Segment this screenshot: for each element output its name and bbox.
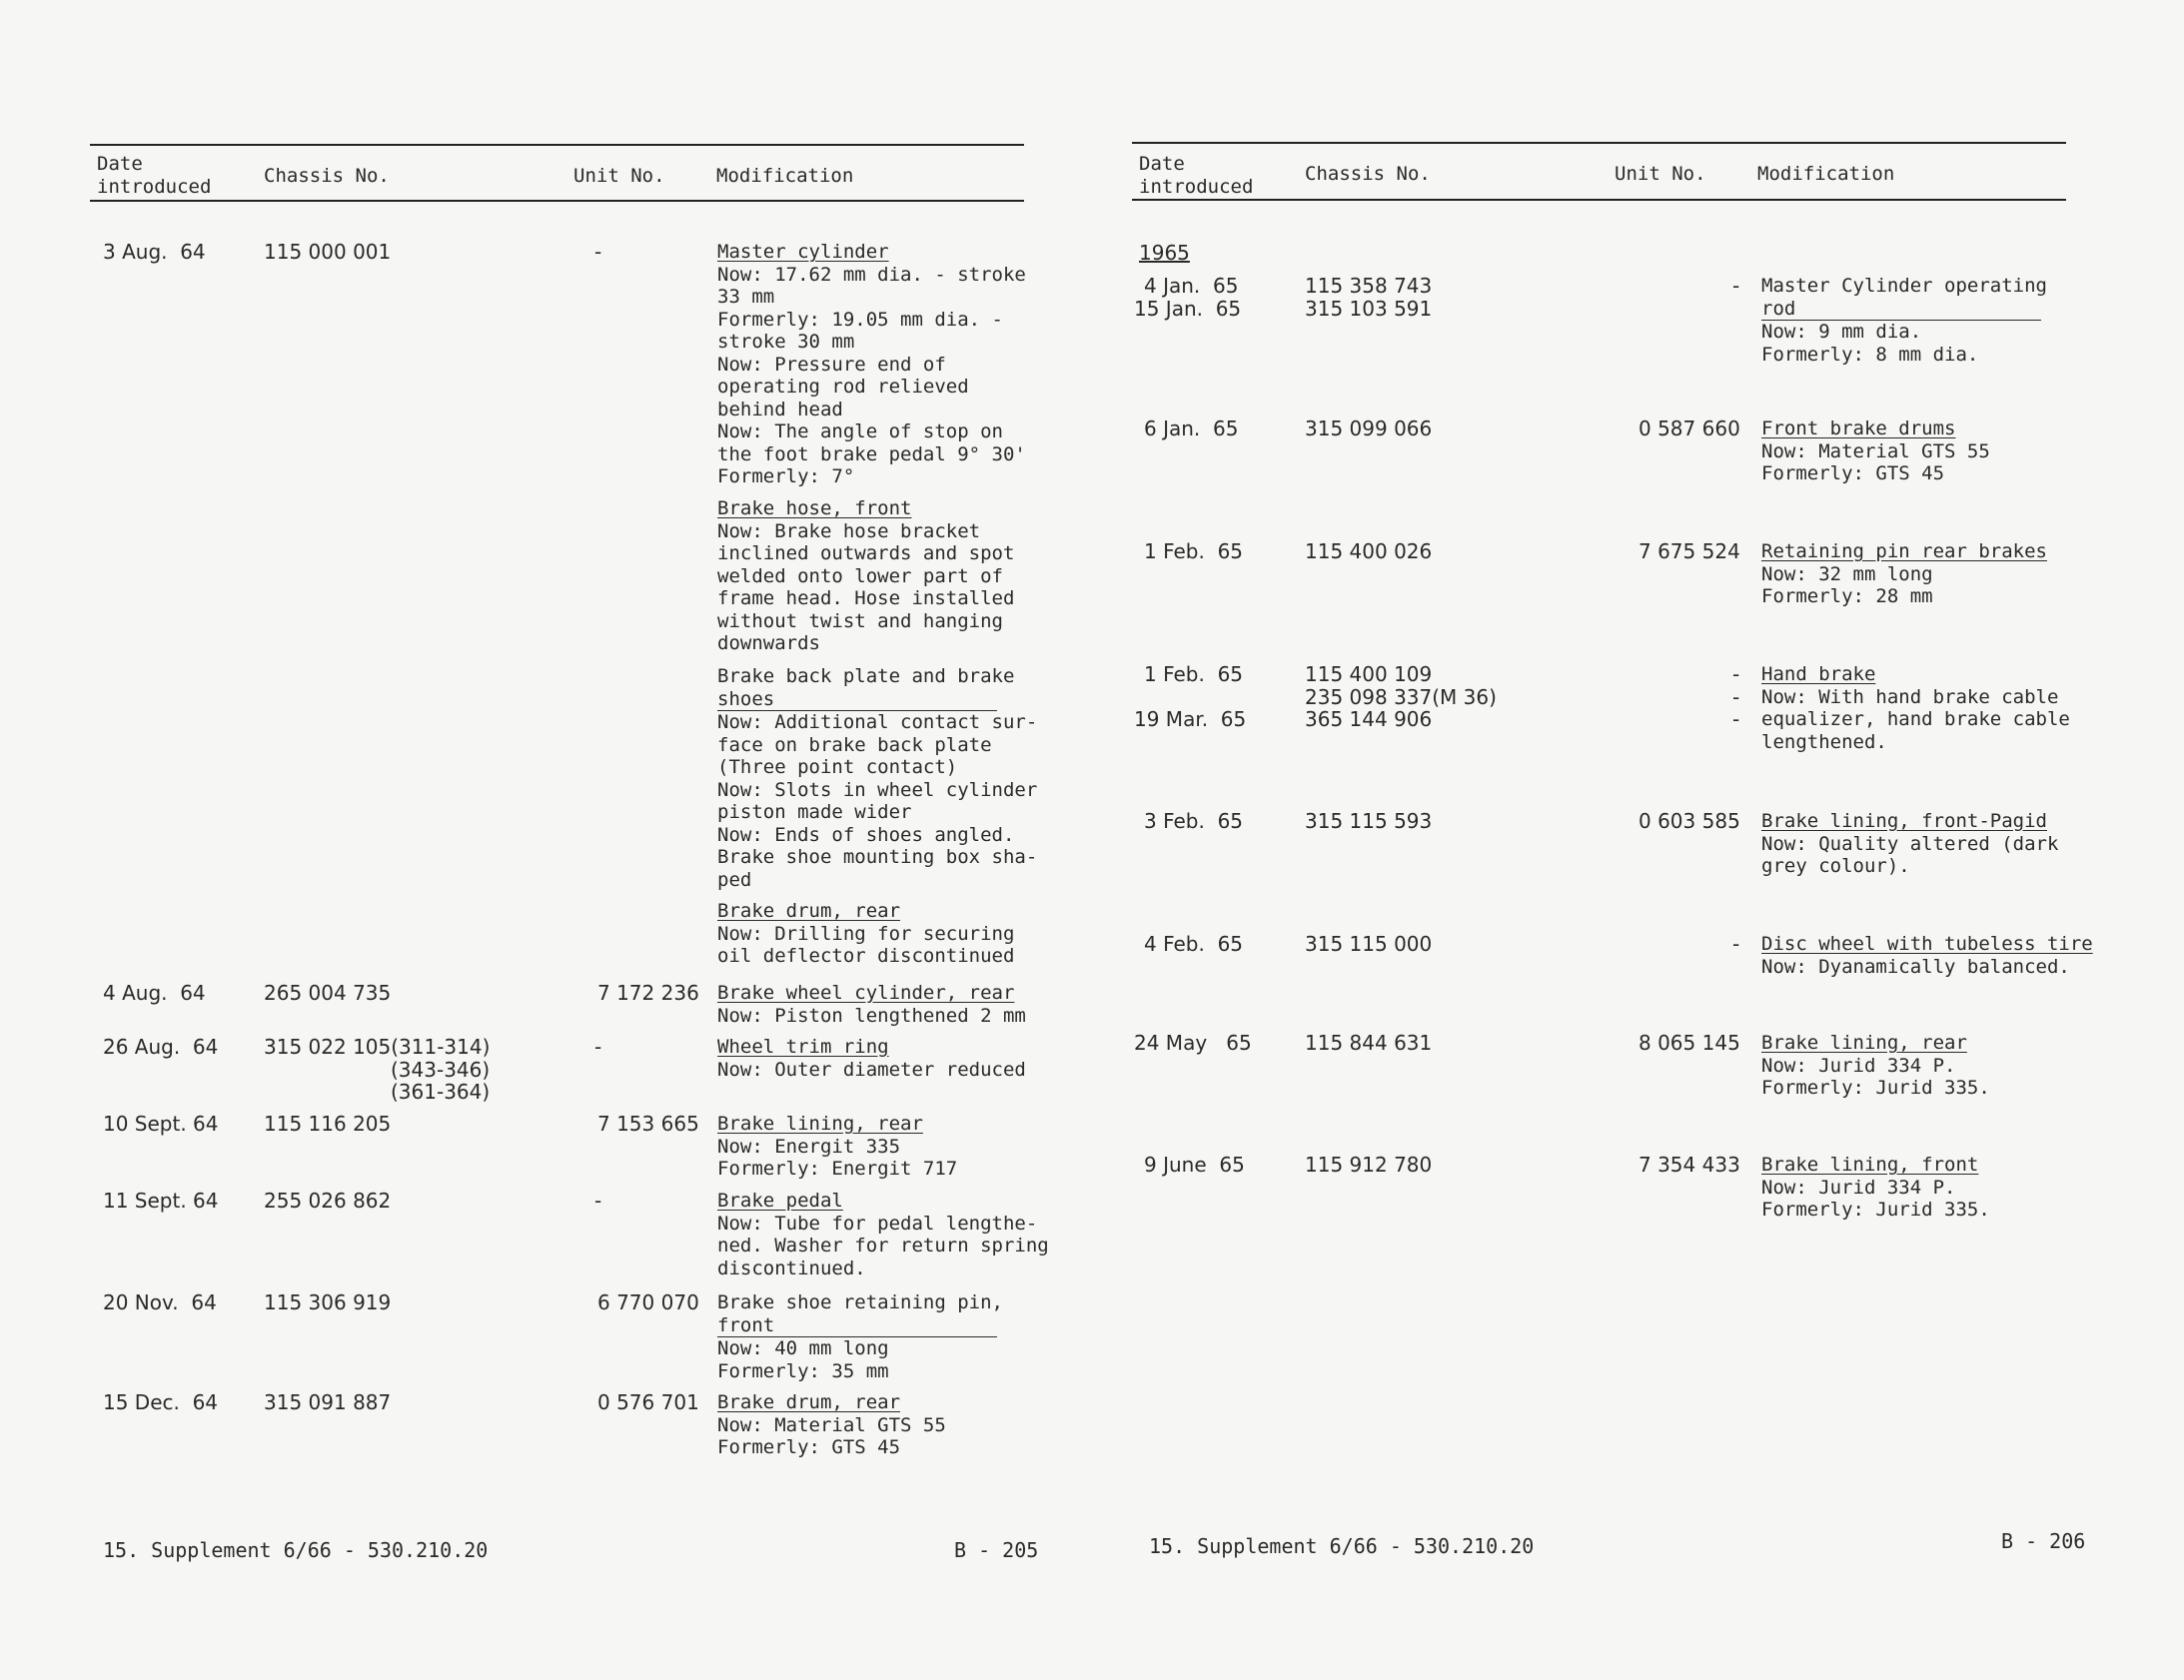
- modification-detail: Now: Quality altered (dark: [1761, 832, 2059, 855]
- modification-detail: Now: Outer diameter reduced: [717, 1058, 1026, 1081]
- chassis-cell: [264, 1113, 391, 1136]
- modification-detail: Now: Material GTS 55: [1761, 439, 1990, 462]
- unit-cell: 7 172 236: [597, 981, 699, 1005]
- modification-detail: Now: Jurid 334 P.: [1761, 1176, 1956, 1199]
- modification-detail: grey colour).: [1761, 855, 1910, 877]
- chassis-cell: [264, 1190, 391, 1213]
- date-line: 19 Mar. 65: [1134, 707, 1247, 731]
- unit-number: 0 587 660: [1638, 417, 1740, 440]
- modification-detail: face on brake back plate: [717, 733, 992, 756]
- modification-detail: (Three point contact): [717, 756, 958, 778]
- unit-cell: -: [594, 1189, 602, 1213]
- date-line: 3 Feb. 65: [1144, 809, 1244, 833]
- modification-title: Brake drum, rear: [717, 1391, 901, 1413]
- modification-title: Brake lining, rear: [1761, 1032, 1967, 1054]
- modification-entry: [1761, 933, 2093, 978]
- modification-entry: [1761, 810, 2058, 878]
- modification-entry: [717, 241, 1026, 488]
- unit-cell: [1638, 810, 1740, 833]
- date-cell: [1134, 663, 1246, 731]
- chassis-number: 115 000 001: [264, 240, 392, 264]
- modification-detail: 33 mm: [717, 286, 775, 308]
- year-heading: 1965: [1139, 241, 1190, 265]
- modification-detail: Formerly: 35 mm: [717, 1359, 889, 1382]
- modification-detail: Brake shoe mounting box sha-: [717, 846, 1038, 868]
- header-bottom-rule: [90, 200, 1024, 202]
- chassis-number: 315 099 066: [1305, 417, 1433, 440]
- modification-detail: downwards: [717, 632, 820, 654]
- date-cell: [1134, 275, 1241, 320]
- modification-detail: Now: Piston lengthened 2 mm: [717, 1004, 1026, 1027]
- chassis-number: 235 098 337(M 36): [1305, 684, 1497, 709]
- modification-detail: discontinued.: [717, 1257, 866, 1279]
- modification-title: Wheel trim ring: [717, 1036, 889, 1058]
- modification-entry: [717, 1190, 1049, 1279]
- modification-detail: Now: With hand brake cable: [1761, 685, 2059, 708]
- chassis-number: (343-346): [391, 1057, 491, 1082]
- date-line: 15 Jan. 65: [1134, 296, 1242, 321]
- modification-detail: frame head. Hose installed: [717, 587, 1015, 609]
- modification-detail: Now: 32 mm long: [1761, 562, 1933, 585]
- modification-title: Front brake drums: [1761, 418, 1956, 439]
- chassis-cell: [264, 982, 391, 1005]
- chassis-number: 115 912 780: [1305, 1153, 1433, 1177]
- header-bottom-rule: [1132, 199, 2066, 201]
- date-line: 4 Jan. 65: [1144, 274, 1239, 298]
- modification-detail: Now: 40 mm long: [717, 1337, 889, 1359]
- chassis-number: 255 026 862: [264, 1189, 392, 1213]
- modification-detail: stroke 30 mm: [717, 331, 855, 353]
- chassis-number: 265 004 735: [264, 981, 392, 1005]
- chassis-number: 115 844 631: [1305, 1031, 1433, 1055]
- modification-detail: Formerly: 19.05 mm dia. -: [717, 308, 1003, 331]
- chassis-cell: [1305, 418, 1432, 440]
- modification-detail: Formerly: GTS 45: [717, 1436, 901, 1458]
- footer-supplement: 15. Supplement 6/66 - 530.210.20: [103, 1538, 489, 1562]
- modification-detail: Now: Ends of shoes angled.: [717, 823, 1015, 846]
- modification-detail: ned. Washer for return spring: [717, 1235, 1049, 1257]
- modification-title: Brake lining, rear: [717, 1113, 923, 1135]
- unit-cell: [1638, 1032, 1740, 1055]
- chassis-cell: [264, 1391, 391, 1414]
- modification-entry: [717, 665, 1037, 891]
- header-unit: Unit No.: [1615, 163, 1706, 185]
- unit-cell: [1638, 663, 1739, 731]
- modification-detail: equalizer, hand brake cable: [1761, 708, 2070, 730]
- modification-entry: [1761, 663, 2070, 753]
- date-line: 1 Feb. 65: [1144, 539, 1244, 563]
- modification-title: Disc wheel with tubeless tire: [1761, 933, 2093, 955]
- chassis-number: 315 022 105(311-314): [264, 1035, 491, 1059]
- chassis-cell: [264, 241, 391, 264]
- date-cell: [1134, 1032, 1252, 1055]
- chassis-number: (361-364): [391, 1080, 491, 1104]
- date-line: 4 Feb. 65: [1144, 932, 1244, 956]
- modification-detail: Now: Material GTS 55: [717, 1413, 946, 1436]
- unit-cell: 6 770 070: [597, 1290, 699, 1314]
- modification-title: Master Cylinder operating: [1761, 275, 2047, 297]
- modification-detail: without twist and hanging: [717, 609, 1003, 632]
- date-cell: 3 Aug. 64: [103, 240, 206, 264]
- header-date: Date introduced: [97, 153, 212, 198]
- modification-detail: behind head: [717, 398, 843, 420]
- modification-detail: operating rod relieved: [717, 376, 969, 398]
- chassis-cell: [264, 1036, 490, 1104]
- date-cell: [1144, 810, 1243, 833]
- header-unit: Unit No.: [573, 165, 665, 187]
- unit-cell: [1638, 540, 1740, 563]
- chassis-number: 115 400 109: [1305, 662, 1433, 686]
- modification-detail: Formerly: 7°: [717, 465, 855, 487]
- chassis-cell: [1305, 1032, 1432, 1055]
- modification-detail: Formerly: 28 mm: [1761, 585, 1933, 607]
- modification-title: front: [717, 1314, 997, 1338]
- unit-number: 8 065 145: [1638, 1031, 1740, 1055]
- modification-detail: the foot brake pedal 9° 30': [717, 442, 1026, 465]
- chassis-cell: [1305, 1154, 1432, 1177]
- chassis-cell: [1305, 663, 1497, 731]
- header-modification: Modification: [716, 165, 854, 187]
- unit-number: -: [1732, 932, 1740, 956]
- modification-entry: [1761, 540, 2047, 608]
- chassis-number: 115 116 205: [264, 1112, 392, 1136]
- modification-entry: [717, 1391, 946, 1459]
- modification-title: Hand brake: [1761, 663, 1876, 685]
- chassis-cell: [1305, 540, 1432, 563]
- date-line: [1134, 686, 1246, 709]
- date-cell: 10 Sept. 64: [103, 1112, 219, 1136]
- unit-cell: -: [594, 240, 602, 264]
- unit-cell: [1638, 418, 1740, 440]
- page-right: [1092, 0, 2184, 1680]
- date-cell: 20 Nov. 64: [103, 1290, 217, 1314]
- modification-detail: oil deflector discontinued: [717, 945, 1015, 967]
- modification-detail: Now: 9 mm dia.: [1761, 321, 1922, 343]
- modification-detail: Now: The angle of stop on: [717, 420, 1003, 442]
- modification-title: Brake drum, rear: [717, 900, 901, 922]
- modification-title: Brake wheel cylinder, rear: [717, 982, 1015, 1004]
- unit-number: -: [1732, 707, 1740, 731]
- modification-detail: lengthened.: [1761, 730, 1887, 753]
- unit-number: -: [1732, 684, 1740, 709]
- modification-title: Retaining pin rear brakes: [1761, 540, 2047, 562]
- date-cell: 15 Dec. 64: [103, 1390, 219, 1414]
- unit-cell: 7 153 665: [597, 1112, 699, 1136]
- header-chassis: Chassis No.: [1305, 163, 1431, 185]
- date-cell: [1144, 933, 1243, 956]
- chassis-cell: [1305, 933, 1432, 956]
- date-cell: [1144, 418, 1238, 440]
- header-top-rule: [90, 144, 1024, 146]
- modification-detail: Now: Jurid 334 P.: [1761, 1054, 1956, 1077]
- modification-entry: [1761, 1032, 1990, 1100]
- modification-detail: piston made wider: [717, 801, 912, 823]
- modification-detail: Formerly: 8 mm dia.: [1761, 343, 1979, 366]
- modification-entry: [717, 1036, 1026, 1081]
- unit-number: 7 354 433: [1638, 1153, 1740, 1177]
- modification-entry: [717, 497, 1014, 655]
- modification-entry: [717, 900, 1014, 968]
- unit-number: 7 675 524: [1638, 539, 1740, 563]
- unit-cell: [1638, 275, 1739, 298]
- chassis-cell: [264, 1291, 391, 1314]
- modification-entry: [717, 1113, 957, 1181]
- unit-number: -: [1732, 274, 1740, 298]
- unit-number: -: [1732, 662, 1740, 686]
- modification-title: Brake shoe retaining pin,: [717, 1291, 1003, 1313]
- modification-detail: Now: Pressure end of: [717, 353, 946, 376]
- modification-entry: [717, 982, 1026, 1027]
- modification-detail: Now: Additional contact sur-: [717, 711, 1038, 733]
- modification-entry: [717, 1291, 1003, 1382]
- chassis-number: 315 115 000: [1305, 932, 1433, 956]
- chassis-number: 315 091 887: [264, 1390, 392, 1414]
- chassis-number: 365 144 906: [1305, 707, 1433, 731]
- modification-detail: Now: Dyanamically balanced.: [1761, 955, 2070, 978]
- header-date: Date introduced: [1139, 153, 1254, 198]
- chassis-number: 115 306 919: [264, 1290, 392, 1314]
- modification-detail: Now: Energit 335: [717, 1135, 901, 1158]
- chassis-number: 115 400 026: [1305, 539, 1433, 563]
- modification-detail: Formerly: Jurid 335.: [1761, 1077, 1990, 1099]
- date-line: 9 June 65: [1144, 1153, 1245, 1177]
- modification-detail: Formerly: GTS 45: [1761, 462, 1945, 484]
- modification-title: Brake lining, front: [1761, 1154, 1979, 1176]
- modification-detail: Now: Brake hose bracket: [717, 519, 981, 542]
- modification-detail: Now: 17.62 mm dia. - stroke: [717, 263, 1026, 286]
- header-modification: Modification: [1757, 163, 1895, 185]
- modification-detail: Now: Tube for pedal lengthe-: [717, 1212, 1038, 1235]
- unit-cell: -: [594, 1035, 602, 1059]
- modification-detail: Now: Drilling for securing: [717, 922, 1015, 945]
- footer-supplement: 15. Supplement 6/66 - 530.210.20: [1149, 1534, 1535, 1558]
- unit-number: 0 603 585: [1638, 809, 1740, 833]
- header-chassis: Chassis No.: [264, 165, 390, 187]
- modification-title: rod: [1761, 298, 2041, 322]
- unit-cell: 0 576 701: [597, 1390, 699, 1414]
- date-line: 1 Feb. 65: [1144, 662, 1244, 686]
- footer-page-number: B - 205: [954, 1538, 1039, 1562]
- chassis-number: 315 103 591: [1305, 296, 1433, 321]
- chassis-number: 115 358 743: [1305, 274, 1433, 298]
- chassis-cell: [1305, 275, 1432, 320]
- date-line: 6 Jan. 65: [1144, 417, 1239, 440]
- date-line: 24 May 65: [1134, 1031, 1252, 1055]
- header-top-rule: [1132, 142, 2066, 144]
- chassis-cell: [1305, 810, 1432, 833]
- modification-detail: welded onto lower part of: [717, 564, 1003, 587]
- date-cell: [1144, 540, 1243, 563]
- modification-entry: [1761, 1154, 1990, 1222]
- modification-title: Master cylinder: [717, 241, 889, 263]
- modification-title: Brake pedal: [717, 1190, 843, 1212]
- modification-detail: Formerly: Energit 717: [717, 1158, 958, 1180]
- modification-detail: inclined outwards and spot: [717, 542, 1015, 564]
- modification-detail: ped: [717, 868, 752, 891]
- modification-title: shoes: [717, 688, 997, 712]
- date-cell: 4 Aug. 64: [103, 981, 206, 1005]
- chassis-number: 315 115 593: [1305, 809, 1433, 833]
- modification-title: Brake back plate and brake: [717, 665, 1015, 687]
- unit-cell: [1638, 933, 1739, 956]
- modification-detail: Formerly: Jurid 335.: [1761, 1199, 1990, 1221]
- modification-entry: [1761, 275, 2047, 366]
- date-cell: [1144, 1154, 1245, 1177]
- unit-cell: [1638, 1154, 1740, 1177]
- footer-page-number: B - 206: [2001, 1529, 2086, 1553]
- date-cell: 26 Aug. 64: [103, 1035, 219, 1059]
- modification-title: Brake lining, front-Pagid: [1761, 810, 2047, 832]
- modification-entry: [1761, 418, 1990, 485]
- modification-title: Brake hose, front: [717, 497, 912, 519]
- modification-detail: Now: Slots in wheel cylinder: [717, 778, 1038, 801]
- date-cell: 11 Sept. 64: [103, 1189, 219, 1213]
